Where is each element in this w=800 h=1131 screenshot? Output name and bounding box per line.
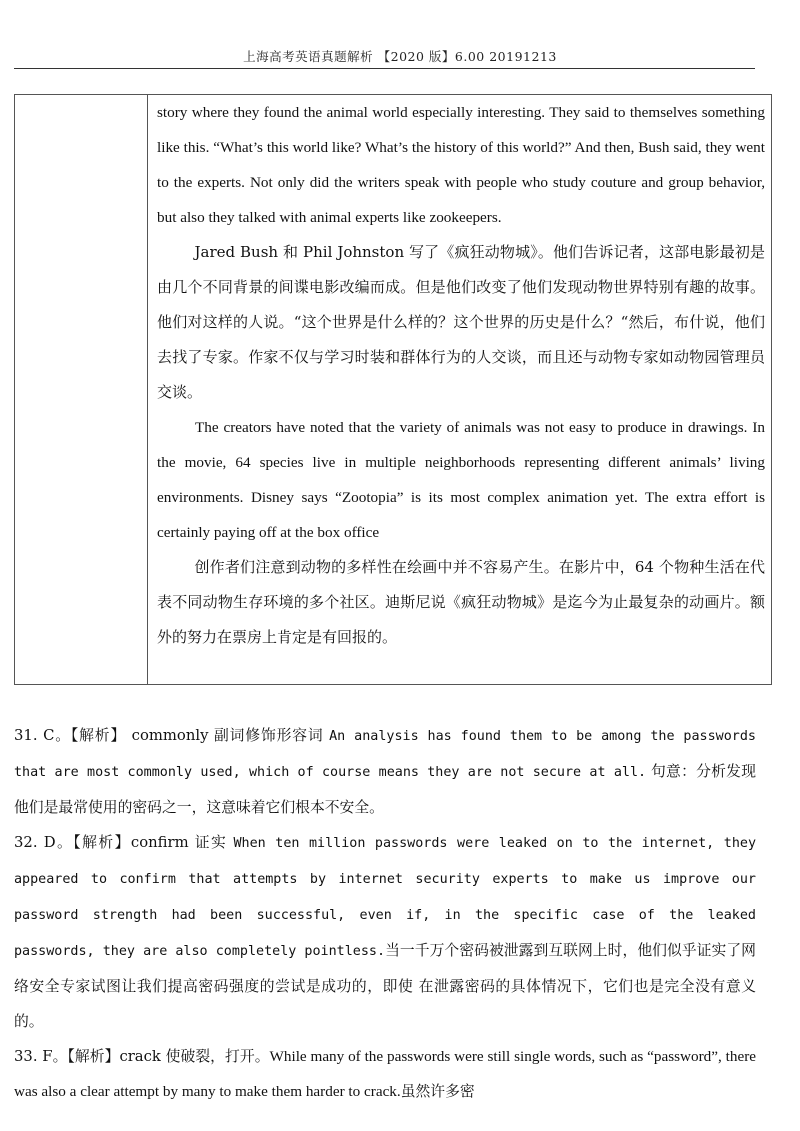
answer-31-label: 31. C。【解析】 [14, 727, 127, 744]
header-rule [14, 68, 755, 69]
answer-32-sentence: When ten million passwords were leaked on to the internet, they appeared to confirm that attempts by internet security experts to make us improve our password strength had been successful, even if, in the specific case of the leaked passwords, they are also completely pointless. [14, 836, 757, 959]
answer-31-sentence: An analysis has found them to be among the passwords that are most commonly used, which of course means they are not secure at all. [14, 729, 756, 780]
answer-32-label: 32. D。【解析】 [14, 834, 131, 851]
answer-33 [14, 1039, 756, 1109]
table-column-divider [147, 95, 148, 684]
answer-31-keyword: commonly 副词修饰形容词 [126, 727, 330, 744]
answer-33-translation: 虽然许多密 [400, 1083, 475, 1100]
answer-31 [14, 718, 756, 825]
chinese-paragraph-1: Jared Bush 和 Phil Johnston 写了《疯狂动物城》。他们告诉记者，这部电影最初是由几个不同背景的间谍电影改编而成。但是他们改变了他们发现动物世界特别有趣的故事。他们对这样的人说。“这个世界是什么样的？这个世界的历史是什么？“然后，布什说，他们去找了专家。作家不仅与学习时装和群体行为的人交谈，而且还与动物专家如动物园管理员交谈。 [157, 243, 765, 401]
answer-33-sentence: While many of the passwords were still single words, such as “password”, there was also a clear attempt by many to make them harder to crack. [14, 1048, 757, 1100]
english-paragraph-1: story where they found the animal world especially interesting. They said to themselves something like this. “What’s this world like? What’s the history of this world?” And then, Bush said, they went to the experts. Not only did the writers speak with people who study couture and group behavior, but also they talked with animal experts like zookeepers. [157, 104, 765, 226]
answer-32-keyword: confirm 证实 [130, 834, 234, 851]
chinese-paragraph-2: 创作者们注意到动物的多样性在绘画中并不容易产生。在影片中，64 个物种生活在代表不同动物生存环境的多个社区。迪斯尼说《疯狂动物城》是迄今为止最复杂的动画片。额外的努力在票房上肯定是有回报的。 [157, 558, 765, 646]
answer-33-keyword: crack 使破裂，打开。 [119, 1048, 270, 1065]
page-header: 上海高考英语真题解析 【2020 版】6.00 20191213 [243, 49, 557, 64]
translation-table [14, 94, 772, 685]
answer-32-translation: 当一千万个密码被泄露到互联网上时，他们似乎证实了网络安全专家试图让我们提高密码强度的尝试是成功的，即使 在泄露密码的具体情况下，它们也是完全没有意义的。 [14, 942, 756, 1030]
answer-explanations [14, 718, 756, 1109]
answer-33-label: 33. F。【解析】 [14, 1048, 120, 1065]
english-paragraph-2: The creators have noted that the variety of animals was not easy to produce in drawings. In the movie, 64 species live in multiple neighborhoods representing different animals’ living environments. Disney says “Zootopia” is its most complex animation yet. The extra effort is certainly paying off at the box office [157, 419, 765, 541]
answer-31-translation: 句意：分析发现他们是最常使用的密码之一，这意味着它们根本不安全。 [14, 763, 756, 816]
answer-32 [14, 825, 756, 1039]
table-content-cell [157, 95, 765, 655]
